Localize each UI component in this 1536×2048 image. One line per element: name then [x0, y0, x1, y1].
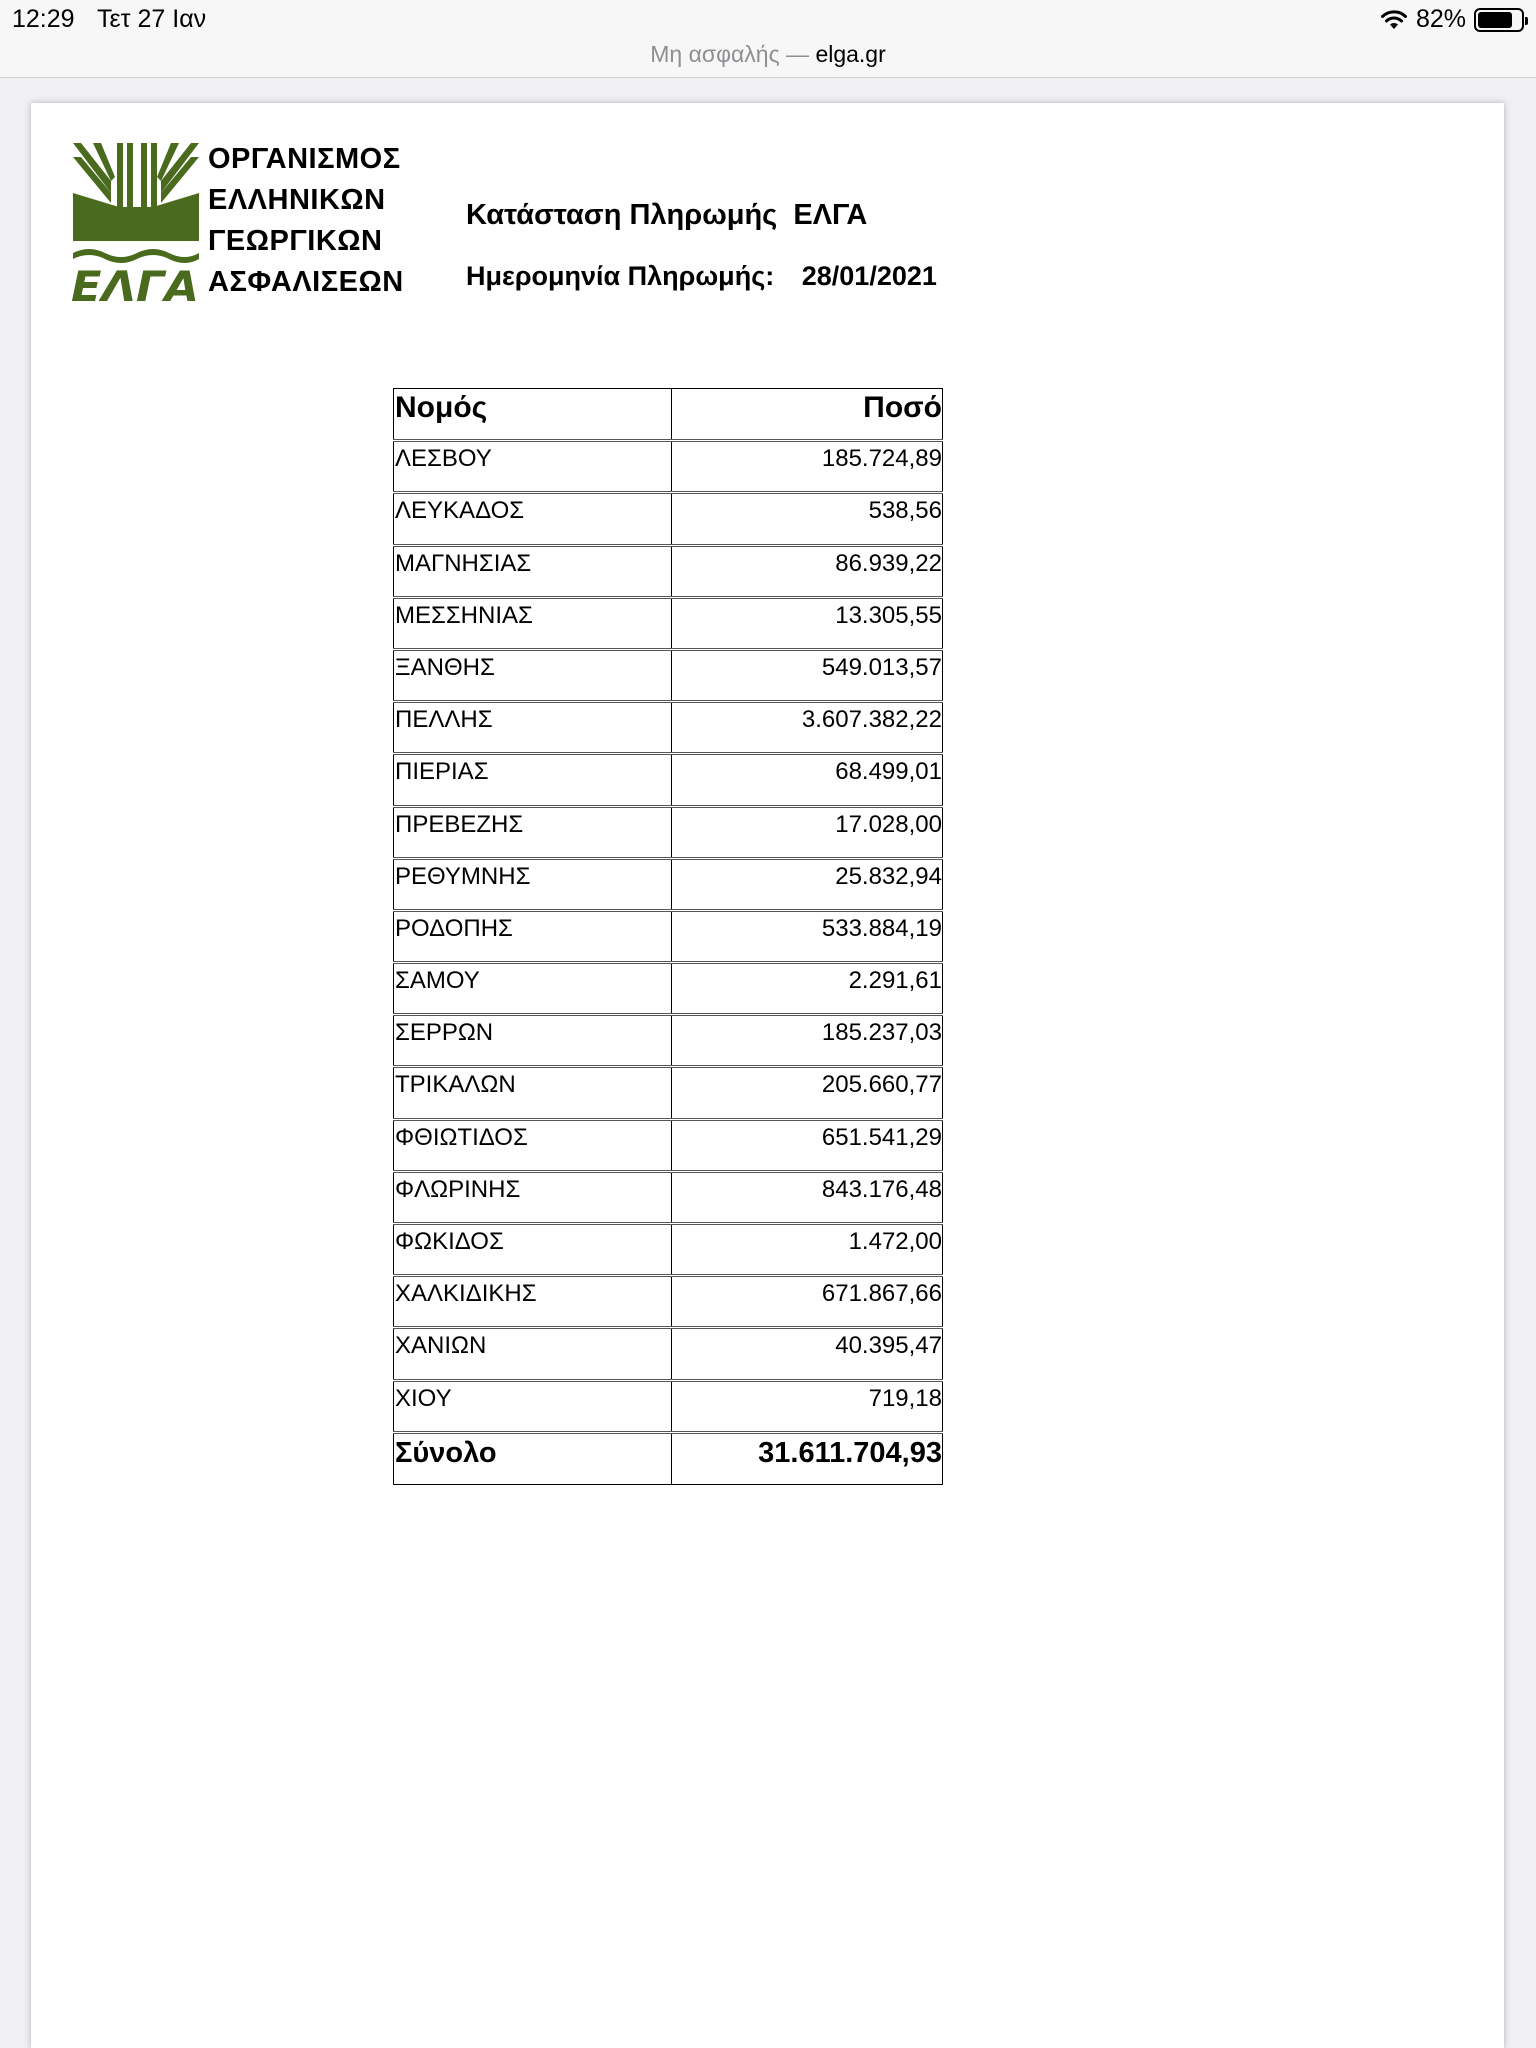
prefecture-cell: ΠΡΕΒΕΖΗΣ: [394, 806, 672, 858]
table-row: [394, 441, 943, 493]
prefecture-cell: ΦΘΙΩΤΙΔΟΣ: [394, 1119, 672, 1171]
wifi-icon: [1380, 9, 1408, 31]
table-row: [394, 910, 943, 962]
amount-cell: 533.884,19: [672, 910, 943, 962]
prefecture-cell: ΧΑΛΚΙΔΙΚΗΣ: [394, 1276, 672, 1328]
amount-cell: 2.291,61: [672, 963, 943, 1015]
amount-cell: 651.541,29: [672, 1119, 943, 1171]
prefecture-cell: ΠΙΕΡΙΑΣ: [394, 754, 672, 806]
amount-cell: 68.499,01: [672, 754, 943, 806]
amount-cell: 25.832,94: [672, 858, 943, 910]
prefecture-cell: ΡΟΔΟΠΗΣ: [394, 910, 672, 962]
table-row: [394, 1276, 943, 1328]
payment-date: [466, 261, 937, 292]
address-bar[interactable]: [0, 38, 1536, 78]
status-time: 12:29: [12, 5, 75, 33]
amount-cell: 843.176,48: [672, 1171, 943, 1223]
table-row: [394, 754, 943, 806]
amount-cell: 185.237,03: [672, 1015, 943, 1067]
organization-name: [208, 139, 404, 303]
prefecture-cell: ΤΡΙΚΑΛΩΝ: [394, 1067, 672, 1119]
table-row: [394, 493, 943, 545]
elga-logo: [71, 141, 201, 306]
table-row: [394, 806, 943, 858]
prefecture-cell: ΠΕΛΛΗΣ: [394, 702, 672, 754]
prefecture-cell: ΣΕΡΡΩΝ: [394, 1015, 672, 1067]
prefecture-cell: ΣΑΜΟΥ: [394, 963, 672, 1015]
header-prefecture: Νομός: [394, 389, 672, 441]
table-row: [394, 963, 943, 1015]
amount-cell: 205.660,77: [672, 1067, 943, 1119]
prefecture-cell: ΦΩΚΙΔΟΣ: [394, 1224, 672, 1276]
table-row: [394, 1380, 943, 1432]
battery-fill: [1478, 12, 1512, 28]
table-header-row: [394, 389, 943, 441]
table-row: [394, 1015, 943, 1067]
table-row: [394, 1328, 943, 1380]
amount-cell: 86.939,22: [672, 545, 943, 597]
document-title: Κατάσταση Πληρωμής ΕΛΓΑ: [466, 199, 868, 231]
table-row: [394, 597, 943, 649]
table-row: [394, 649, 943, 701]
prefecture-cell: ΦΛΩΡΙΝΗΣ: [394, 1171, 672, 1223]
payment-date-label: Ημερομηνία Πληρωμής:: [466, 261, 775, 291]
payment-date-value: 28/01/2021: [801, 261, 937, 291]
status-date: Τετ 27 Ιαν: [97, 5, 207, 33]
total-amount: 31.611.704,93: [672, 1432, 943, 1484]
table-row: [394, 1119, 943, 1171]
amount-cell: 40.395,47: [672, 1328, 943, 1380]
table-row: [394, 702, 943, 754]
amount-cell: 719,18: [672, 1380, 943, 1432]
amount-cell: 17.028,00: [672, 806, 943, 858]
status-right: [1380, 5, 1524, 34]
header-amount: Ποσό: [672, 389, 943, 441]
org-line: ΓΕΩΡΓΙΚΩΝ: [208, 225, 383, 257]
amount-cell: 185.724,89: [672, 441, 943, 493]
logo-text: ΕΛΓΑ: [71, 262, 199, 306]
prefecture-cell: ΧΑΝΙΩΝ: [394, 1328, 672, 1380]
pdf-page: [31, 103, 1504, 2048]
table-row: [394, 1224, 943, 1276]
prefecture-cell: ΛΕΥΚΑΔΟΣ: [394, 493, 672, 545]
amount-cell: 13.305,55: [672, 597, 943, 649]
amount-cell: 538,56: [672, 493, 943, 545]
org-line: ΕΛΛΗΝΙΚΩΝ: [208, 184, 386, 216]
battery-icon: [1474, 8, 1524, 32]
prefecture-cell: ΜΑΓΝΗΣΙΑΣ: [394, 545, 672, 597]
table-row: [394, 858, 943, 910]
insecure-label: Μη ασφαλής —: [650, 41, 810, 67]
prefecture-cell: ΞΑΝΘΗΣ: [394, 649, 672, 701]
prefecture-cell: ΜΕΣΣΗΝΙΑΣ: [394, 597, 672, 649]
org-line: ΟΡΓΑΝΙΣΜΟΣ: [208, 143, 401, 175]
prefecture-cell: ΛΕΣΒΟΥ: [394, 441, 672, 493]
prefecture-cell: ΡΕΘΥΜΝΗΣ: [394, 858, 672, 910]
amount-cell: 671.867,66: [672, 1276, 943, 1328]
payments-table: [393, 388, 943, 1485]
table-row: [394, 1171, 943, 1223]
prefecture-cell: ΧΙΟΥ: [394, 1380, 672, 1432]
amount-cell: 1.472,00: [672, 1224, 943, 1276]
org-line: ΑΣΦΑΛΙΣΕΩΝ: [208, 266, 404, 298]
url-domain: elga.gr: [815, 41, 886, 67]
total-row: [394, 1432, 943, 1484]
amount-cell: 549.013,57: [672, 649, 943, 701]
battery-percent: 82%: [1415, 5, 1466, 33]
table-row: [394, 545, 943, 597]
status-bar: [0, 0, 1536, 38]
total-label: Σύνολο: [394, 1432, 672, 1484]
amount-cell: 3.607.382,22: [672, 702, 943, 754]
table-row: [394, 1067, 943, 1119]
